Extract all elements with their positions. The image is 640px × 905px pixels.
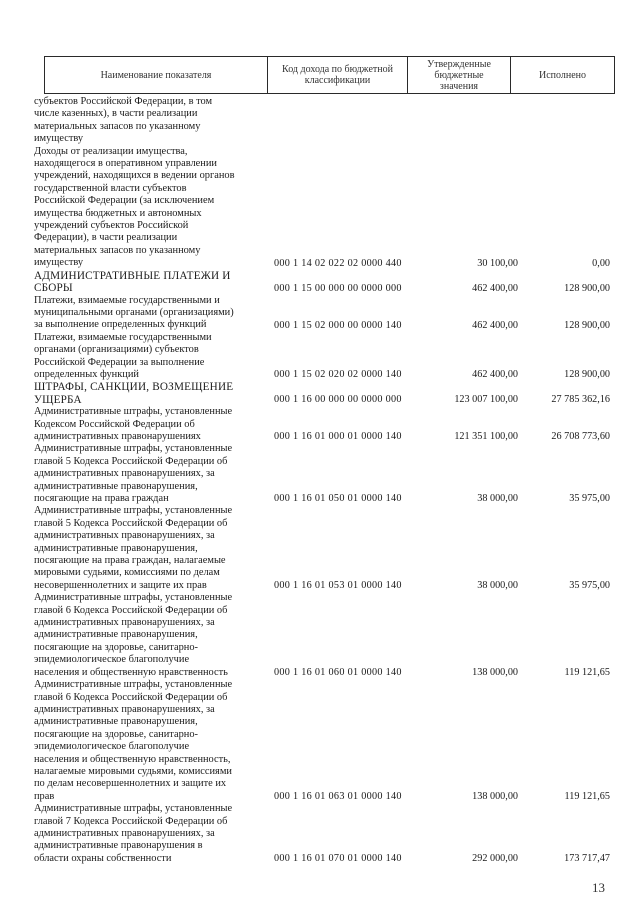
table-row: [34, 505, 616, 592]
table-row: [34, 592, 616, 679]
approved-value: 138 000,00: [472, 791, 518, 803]
indicator-name-line: органами (организациями) субъектов: [34, 344, 199, 356]
indicator-name-line: посягающие на здоровье, санитарно-: [34, 728, 198, 740]
income-code: 000 1 16 00 000 00 0000 000: [274, 394, 402, 406]
income-code: 000 1 16 01 000 01 0000 140: [274, 431, 402, 443]
indicator-name-line: Административные штрафы, установленные: [34, 406, 233, 418]
row-values: [34, 431, 616, 443]
indicator-name-line: Российской Федерации (за исключением: [34, 195, 215, 207]
indicator-name-line: Административные штрафы, установленные: [34, 443, 233, 455]
indicator-name-line: государственной власти субъектов: [34, 182, 187, 194]
indicator-name: [34, 146, 270, 270]
header-done-column: [511, 56, 615, 94]
indicator-name-line: субъектов Российской Федерации, в том: [34, 96, 213, 107]
table-row: [34, 295, 616, 332]
executed-value: 119 121,65: [564, 791, 610, 803]
row-values: [34, 258, 616, 270]
indicator-name-line: Платежи, взимаемые государственными: [34, 331, 212, 343]
indicator-name-line: Административные штрафы, установленные: [34, 803, 233, 815]
table-body: [34, 96, 616, 865]
indicator-name-line: имуществу: [34, 257, 84, 269]
approved-value: 138 000,00: [472, 667, 518, 679]
indicator-name-line: административные правонарушения в: [34, 840, 203, 852]
indicator-name-line: учреждений субъектов Российской: [34, 220, 189, 232]
table-header: [44, 56, 615, 94]
income-code: 000 1 16 01 053 01 0000 140: [274, 580, 402, 592]
indicator-name-line: несовершеннолетних и защите их прав: [34, 579, 207, 591]
indicator-name-line: посягающие на здоровье, санитарно-: [34, 641, 198, 653]
indicator-name-line: населения и общественную нравственность: [34, 666, 228, 678]
row-values: [34, 283, 616, 295]
row-values: [34, 791, 616, 803]
executed-value: 128 900,00: [564, 369, 610, 381]
row-values: [34, 320, 616, 332]
income-code: 000 1 15 00 000 00 0000 000: [274, 282, 402, 294]
indicator-name-line: административных правонарушениях: [34, 430, 201, 442]
indicator-name-line: посягающие на права граждан, налагаемые: [34, 555, 226, 567]
indicator-name-line: административных правонарушениях, за: [34, 827, 215, 839]
table-row: [34, 443, 616, 505]
approved-value: 462 400,00: [472, 282, 518, 294]
indicator-name: [34, 96, 270, 146]
header-name-column: [44, 56, 268, 94]
indicator-name-line: административных правонарушениях, за: [34, 530, 215, 542]
indicator-name-line: Административные штрафы, установленные: [34, 679, 233, 691]
page-number: 13: [592, 880, 605, 895]
indicator-name-line: мировыми судьями, комиссиями по делам: [34, 567, 220, 579]
indicator-name-line: Кодексом Российской Федерации об: [34, 418, 195, 430]
header-done-label: Исполнено: [538, 69, 586, 81]
header-plan-column: [408, 56, 511, 94]
approved-value: 123 007 100,00: [454, 394, 518, 406]
indicator-name-line: находящегося в оперативном управлении: [34, 158, 217, 170]
indicator-name-line: эпидемиологическое благополучие: [34, 741, 190, 753]
income-code: 000 1 14 02 022 02 0000 440: [274, 257, 402, 269]
indicator-name-line: Российской Федерации за выполнение: [34, 356, 205, 368]
indicator-name-line: по делам несовершеннолетних и защите их: [34, 778, 227, 790]
income-code: 000 1 16 01 070 01 0000 140: [274, 853, 402, 865]
indicator-name-line: материальных запасов по указанному: [34, 120, 201, 132]
indicator-name-line: материальных запасов по указанному: [34, 244, 201, 256]
executed-value: 119 121,65: [564, 667, 610, 679]
indicator-name: [34, 505, 270, 592]
row-values: [34, 394, 616, 406]
table-row: [34, 270, 616, 295]
indicator-name-line: Доходы от реализации имущества,: [34, 145, 188, 157]
indicator-name-line: Платежи, взимаемые государственными и: [34, 294, 220, 306]
table-row: [34, 803, 616, 865]
indicator-name-line: АДМИНИСТРАТИВНЫЕ ПЛАТЕЖИ И: [34, 269, 231, 282]
income-code: 000 1 16 01 063 01 0000 140: [274, 791, 402, 803]
indicator-name-line: главой 5 Кодекса Российской Федерации об: [34, 517, 228, 529]
indicator-name-line: учреждений, находящихся в ведении органов: [34, 170, 235, 182]
approved-value: 38 000,00: [477, 493, 518, 505]
income-code: 000 1 15 02 000 00 0000 140: [274, 319, 402, 331]
indicator-name-line: главой 6 Кодекса Российской Федерации об: [34, 691, 228, 703]
approved-value: 292 000,00: [472, 853, 518, 865]
table-row: [34, 679, 616, 803]
indicator-name-line: главой 5 Кодекса Российской Федерации об: [34, 455, 228, 467]
indicator-name-line: ШТРАФЫ, САНКЦИИ, ВОЗМЕЩЕНИЕ: [34, 381, 234, 394]
indicator-name-line: СБОРЫ: [34, 282, 73, 295]
indicator-name-line: административные правонарушения,: [34, 629, 198, 641]
table-row: [34, 96, 616, 146]
executed-value: 128 900,00: [564, 319, 610, 331]
indicator-name-line: прав: [34, 790, 55, 802]
indicator-name-line: административных правонарушениях, за: [34, 703, 215, 715]
executed-value: 0,00: [592, 257, 610, 269]
executed-value: 26 708 773,60: [551, 431, 610, 443]
row-values: [34, 580, 616, 592]
header-code-column: [268, 56, 408, 94]
indicator-name: [34, 592, 270, 679]
income-code: 000 1 16 01 050 01 0000 140: [274, 493, 402, 505]
header-name-label: Наименование показателя: [100, 69, 212, 81]
indicator-name-line: муниципальными органами (организациями): [34, 306, 234, 318]
indicator-name-line: административных правонарушениях, за: [34, 468, 215, 480]
indicator-name-line: числе казенных), в части реализации: [34, 108, 198, 120]
row-values: [34, 853, 616, 865]
indicator-name-line: административные правонарушения,: [34, 480, 198, 492]
income-code: 000 1 16 01 060 01 0000 140: [274, 667, 402, 679]
indicator-name-line: административные правонарушения,: [34, 716, 198, 728]
indicator-name-line: УЩЕРБА: [34, 393, 82, 406]
header-code-label-1: Код дохода по бюджетной: [282, 64, 393, 75]
executed-value: 128 900,00: [564, 282, 610, 294]
header-plan-label-2: бюджетные: [434, 69, 484, 81]
table-row: [34, 332, 616, 382]
header-code-label-2: классификации: [304, 75, 371, 86]
indicator-name-line: административных правонарушениях, за: [34, 617, 215, 629]
approved-value: 462 400,00: [472, 319, 518, 331]
indicator-name-line: эпидемиологическое благополучие: [34, 654, 190, 666]
indicator-name-line: за выполнение определенных функций: [34, 319, 207, 331]
approved-value: 30 100,00: [477, 257, 518, 269]
indicator-name-line: Административные штрафы, установленные: [34, 592, 233, 604]
indicator-name-line: имуществу: [34, 133, 84, 145]
indicator-name-line: Федерации), в части реализации: [34, 232, 178, 244]
approved-value: 38 000,00: [477, 580, 518, 592]
indicator-name-line: области охраны собственности: [34, 852, 172, 864]
header-plan-label-3: значения: [439, 80, 479, 92]
indicator-name-line: главой 6 Кодекса Российской Федерации об: [34, 604, 228, 616]
row-values: [34, 493, 616, 505]
income-code: 000 1 15 02 020 02 0000 140: [274, 369, 402, 381]
approved-value: 121 351 100,00: [454, 431, 518, 443]
indicator-name-line: налагаемые мировыми судьями, комиссиями: [34, 765, 232, 777]
row-values: [34, 667, 616, 679]
indicator-name-line: населения и общественную нравственность,: [34, 753, 231, 765]
indicator-name-line: имущества бюджетных и автономных: [34, 207, 202, 219]
indicator-name-line: административные правонарушения,: [34, 542, 198, 554]
row-values: [34, 369, 616, 381]
executed-value: 35 975,00: [569, 493, 610, 505]
indicator-name-line: определенных функций: [34, 368, 139, 380]
executed-value: 27 785 362,16: [551, 394, 610, 406]
indicator-name: [34, 679, 270, 803]
table-row: [34, 146, 616, 270]
indicator-name-line: Административные штрафы, установленные: [34, 505, 233, 517]
table-row: [34, 381, 616, 406]
executed-value: 35 975,00: [569, 580, 610, 592]
header-plan-label-1: Утвержденные: [427, 58, 491, 70]
indicator-name-line: главой 7 Кодекса Российской Федерации об: [34, 815, 228, 827]
indicator-name-line: посягающие на права граждан: [34, 493, 169, 504]
approved-value: 462 400,00: [472, 369, 518, 381]
table-row: [34, 406, 616, 443]
executed-value: 173 717,47: [564, 853, 610, 865]
